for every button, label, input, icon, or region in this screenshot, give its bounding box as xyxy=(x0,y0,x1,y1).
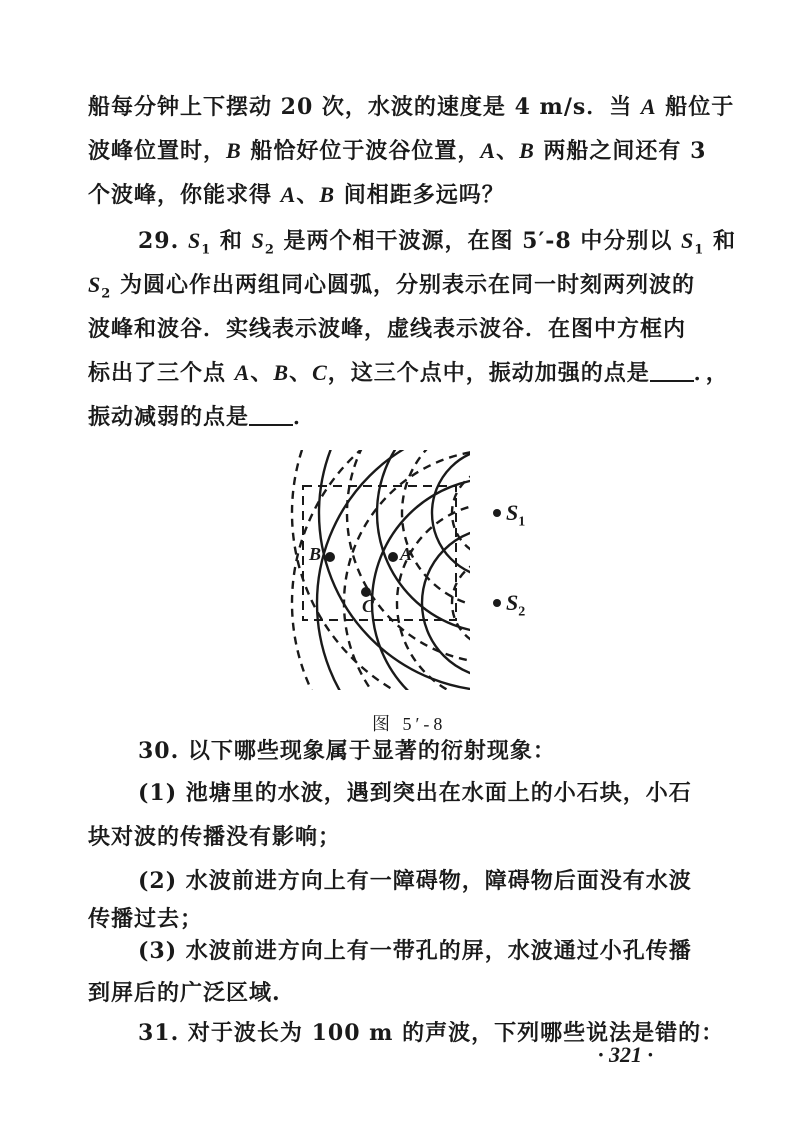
text: 船位于 xyxy=(656,94,735,120)
var-S: S xyxy=(88,272,102,297)
q30-item1-line2: 块对波的传播没有影响； xyxy=(88,824,342,850)
subscript: 2 xyxy=(101,286,112,302)
q28-line-2 xyxy=(88,136,706,166)
answer-blank-strengthened[interactable] xyxy=(650,360,694,382)
var-C: C xyxy=(312,360,328,385)
q30-item3-line2: 到屏后的广泛区域. xyxy=(88,980,281,1006)
source-S2-dot xyxy=(493,599,501,607)
point-B xyxy=(325,552,335,562)
source-S1-dot xyxy=(493,509,501,517)
text: 和 xyxy=(211,228,252,254)
text: 、 xyxy=(289,360,313,386)
var-B: B xyxy=(519,138,535,163)
page-number: · 321 · xyxy=(598,1042,653,1067)
text: 船每分钟上下摆动 20 次，水波的速度是 4 m/s．当 xyxy=(88,94,641,120)
label-B: B xyxy=(309,544,322,564)
q28-line-3 xyxy=(88,180,505,210)
q29-line-2 xyxy=(88,270,695,309)
text: ，这三个点中，振动加强的点是 xyxy=(327,360,650,386)
q29-line-4 xyxy=(88,358,729,388)
var-S: S xyxy=(506,500,519,525)
q30-item1-line1: (1) 池塘里的水波，遇到突出在水面上的小石块，小石 xyxy=(138,780,692,806)
answer-blank-weakened[interactable] xyxy=(249,404,293,426)
q28-line-1 xyxy=(88,92,734,122)
interference-diagram xyxy=(280,450,560,710)
var-B: B xyxy=(273,360,290,385)
text: 船恰好位于波谷位置， xyxy=(241,138,481,164)
var-S: S xyxy=(506,590,519,615)
text: ． xyxy=(293,404,317,430)
text: 振动减弱的点是 xyxy=(88,404,250,430)
var-S: S xyxy=(251,228,265,253)
text: 和 xyxy=(704,228,737,254)
subscript: 2 xyxy=(264,242,275,258)
figure-wave-interference xyxy=(280,450,560,710)
text: ．， xyxy=(693,360,729,386)
text: 、 xyxy=(250,360,274,386)
q31-title: 31. 对于波长为 100 m 的声波，下列哪些说法是错的： xyxy=(138,1020,725,1046)
text: 、 xyxy=(296,182,320,208)
label-S2 xyxy=(506,590,525,620)
var-S: S xyxy=(187,228,202,253)
label-A: A xyxy=(400,544,413,564)
text: 两船之间还有 3 xyxy=(534,138,707,164)
subscript: 1 xyxy=(201,242,212,258)
subscript: 1 xyxy=(694,242,705,258)
figure-caption: 图 5′-8 xyxy=(372,714,447,734)
var-A: A xyxy=(480,138,497,163)
text: 为圆心作出两组同心圆弧，分别表示在同一时刻两列波的 xyxy=(111,272,695,298)
text: 波峰位置时， xyxy=(88,138,227,164)
point-A xyxy=(388,552,398,562)
var-B: B xyxy=(226,138,242,163)
question-number: 29. xyxy=(138,228,188,254)
q29-line-5 xyxy=(88,402,316,432)
q30-item2-line1: (2) 水波前进方向上有一障碍物，障碍物后面没有水波 xyxy=(138,868,692,894)
q30-item3-line1: (3) 水波前进方向上有一带孔的屏，水波通过小孔传播 xyxy=(138,938,692,964)
text: 、 xyxy=(496,138,520,164)
subscript: 1 xyxy=(518,514,526,530)
text: 标出了三个点 xyxy=(88,360,235,386)
q30-title: 30. 以下哪些现象属于显著的衍射现象： xyxy=(138,738,556,764)
q30-item2-line2: 传播过去； xyxy=(88,906,204,932)
text: 间相距多远吗？ xyxy=(335,182,505,208)
q29-line-3: 波峰和波谷．实线表示波峰，虚线表示波谷．在图中方框内 xyxy=(88,316,687,342)
var-A: A xyxy=(640,94,657,119)
text: 个波峰，你能求得 xyxy=(88,182,281,208)
label-S1 xyxy=(506,500,525,530)
q29-line-1 xyxy=(138,226,736,265)
var-A: A xyxy=(234,360,251,385)
var-S: S xyxy=(681,228,695,253)
var-A: A xyxy=(280,182,297,207)
text: 是两个相干波源，在图 5′-8 中分别以 xyxy=(274,228,682,254)
var-B: B xyxy=(319,182,336,207)
subscript: 2 xyxy=(518,604,526,620)
label-C: C xyxy=(362,596,375,616)
